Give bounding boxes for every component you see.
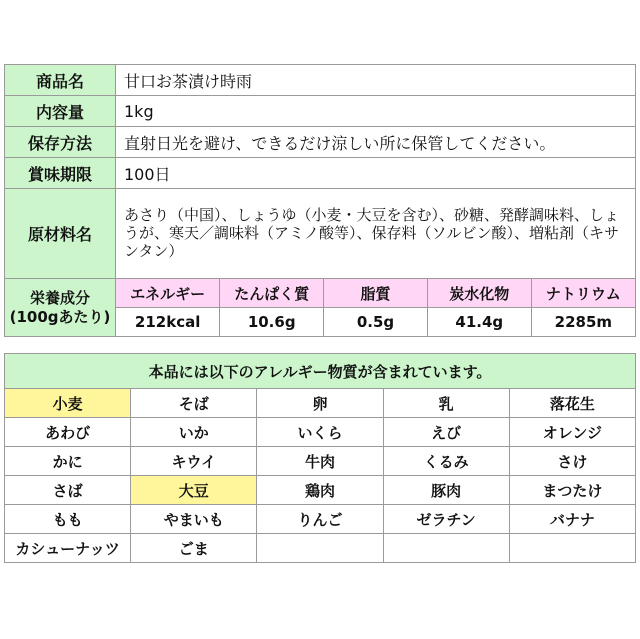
allergen-cell: そば <box>131 389 257 418</box>
content-label: 内容量 <box>5 96 116 127</box>
allergen-cell: いくら <box>257 418 383 447</box>
nutrition-label-line2: (100gあたり) <box>9 307 111 326</box>
allergen-cell <box>257 534 383 563</box>
allergen-cell: 卵 <box>257 389 383 418</box>
nutrition-header-sodium: ナトリウム <box>531 279 635 308</box>
allergen-cell: 乳 <box>383 389 509 418</box>
allergen-cell: 鶏肉 <box>257 476 383 505</box>
allergen-cell: 落花生 <box>509 389 635 418</box>
storage-value: 直射日光を避け、できるだけ涼しい所に保管してください。 <box>116 127 636 158</box>
nutrition-label-line1: 栄養成分 <box>29 288 90 307</box>
allergen-title: 本品には以下のアレルギー物質が含まれています。 <box>5 354 636 389</box>
allergen-cell <box>383 534 509 563</box>
nutrition-label <box>5 279 116 337</box>
allergen-cell: ごま <box>131 534 257 563</box>
nutrition-header-protein: たんぱく質 <box>220 279 324 308</box>
ingredients-value: あさり（中国）、しょうゆ（小麦・大豆を含む）、砂糖、発酵調味料、しょうが、寒天／調味料（アミノ酸等）、保存料（ソルビン酸）、増粘剤（キサンタン） <box>116 189 636 279</box>
allergen-cell: いか <box>131 418 257 447</box>
allergen-cell: 牛肉 <box>257 447 383 476</box>
allergen-cell: りんご <box>257 505 383 534</box>
allergen-cell: くるみ <box>383 447 509 476</box>
allergen-cell: さけ <box>509 447 635 476</box>
allergen-cell: 豚肉 <box>383 476 509 505</box>
allergen-cell: 大豆 <box>131 476 257 505</box>
allergen-cell: えび <box>383 418 509 447</box>
content-value: 1kg <box>116 96 636 127</box>
product-name-label: 商品名 <box>5 65 116 96</box>
nutrition-header-carbs: 炭水化物 <box>427 279 531 308</box>
nutrition-value-sodium: 2285m <box>554 313 613 331</box>
expiry-value: 100日 <box>116 158 636 189</box>
allergen-cell: オレンジ <box>509 418 635 447</box>
nutrition-value-carbs: 41.4g <box>427 308 531 337</box>
allergen-cell: ゼラチン <box>383 505 509 534</box>
nutrition-value-fat: 0.5g <box>324 308 428 337</box>
expiry-label: 賞味期限 <box>5 158 116 189</box>
nutrition-table <box>116 279 635 336</box>
nutrition-header-fat: 脂質 <box>324 279 428 308</box>
product-info-table <box>4 64 636 337</box>
allergen-cell: もも <box>5 505 131 534</box>
nutrition-value-energy: 212kcal <box>116 308 220 337</box>
allergen-cell: キウイ <box>131 447 257 476</box>
allergen-cell: バナナ <box>509 505 635 534</box>
allergen-cell: さば <box>5 476 131 505</box>
allergen-cell: まつたけ <box>509 476 635 505</box>
allergen-cell: かに <box>5 447 131 476</box>
allergen-cell: 小麦 <box>5 389 131 418</box>
ingredients-label: 原材料名 <box>5 189 116 279</box>
allergen-cell: あわび <box>5 418 131 447</box>
allergen-cell <box>509 534 635 563</box>
nutrition-value-protein: 10.6g <box>220 308 324 337</box>
allergen-cell: やまいも <box>131 505 257 534</box>
allergen-cell: カシューナッツ <box>5 534 131 563</box>
nutrition-header-energy: エネルギー <box>116 279 220 308</box>
nutrition-panel <box>116 279 636 337</box>
allergen-table <box>4 353 636 563</box>
storage-label: 保存方法 <box>5 127 116 158</box>
product-name-value: 甘口お茶漬け時雨 <box>116 65 636 96</box>
